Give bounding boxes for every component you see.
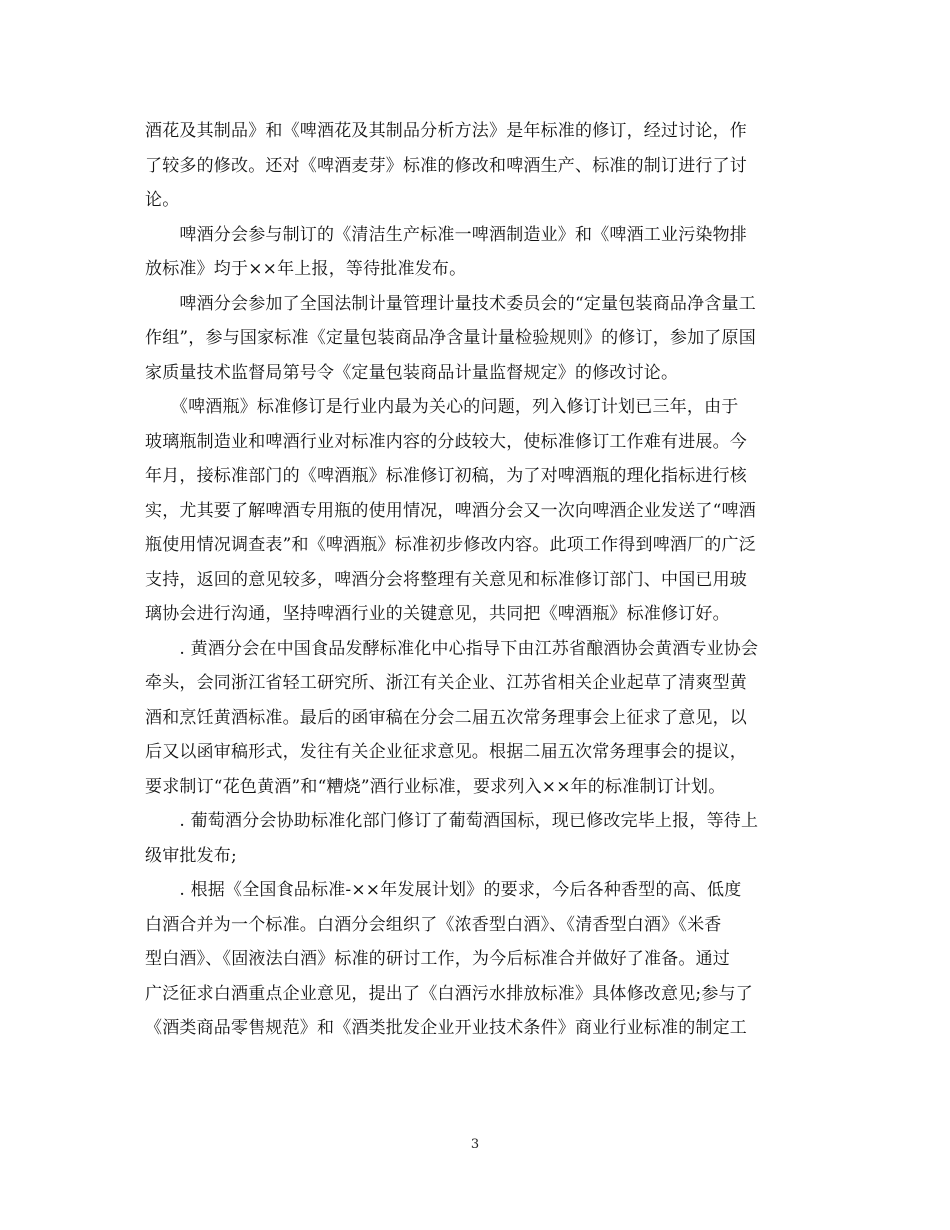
text-line: 玻璃瓶制造业和啤酒行业对标准内容的分歧较大，使标准修订工作难有进展。今 xyxy=(145,431,747,452)
text-line: 牵头，会同浙江省轻工研究所、浙江有关企业、江苏省相关企业起草了清爽型黄 xyxy=(145,673,747,693)
text-line: 酒花及其制品》和《啤酒花及其制品分析方法》是年标准的修订，经过讨论，作 xyxy=(145,121,747,141)
text-line: 了较多的修改。还对《啤酒麦芽》标准的修改和啤酒生产、标准的制订进行了讨 xyxy=(145,155,747,176)
paragraph xyxy=(145,114,805,218)
paragraph xyxy=(145,632,805,805)
text-line: 后又以函审稿形式，发往有关企业征求意见。根据二届五次常务理事会的提议， xyxy=(145,742,747,762)
paragraph xyxy=(145,287,805,391)
paragraph xyxy=(145,218,805,287)
paragraph xyxy=(145,804,805,873)
text-line: 广泛征求白酒重点企业意见，提出了《白酒污水排放标准》具体修改意见;参与了 xyxy=(145,983,753,1004)
text-line: 啤酒分会参加了全国法制计量管理计量技术委员会的“定量包装商品净含量工 xyxy=(145,293,756,314)
page-number: 3 xyxy=(470,1137,480,1152)
text-line: 作组”，参与国家标准《定量包装商品净含量计量检验规则》的修订，参加了原国 xyxy=(145,328,756,348)
paragraph xyxy=(145,873,805,1046)
text-line: 瓶使用情况调查表”和《啤酒瓶》标准初步修改内容。此项工作得到啤酒厂的广泛 xyxy=(145,535,756,555)
text-line: 《酒类商品零售规范》和《酒类批发企业开业技术条件》商业行业标准的制定工 xyxy=(145,1018,747,1038)
text-line: 白酒合并为一个标准。白酒分会组织了《浓香型白酒》、《清香型白酒》《米香 xyxy=(145,914,722,935)
text-line: 璃协会进行沟通，坚持啤酒行业的关键意见，共同把《啤酒瓶》标准修订好。 xyxy=(145,604,730,624)
text-line: 《啤酒瓶》标准修订是行业内最为关心的问题，列入修订计划已三年，由于 xyxy=(145,397,739,417)
text-line: 年月，接标准部门的《啤酒瓶》标准修订初稿，为了对啤酒瓶的理化指标进行核 xyxy=(145,466,747,486)
text-line: 酒和烹饪黄酒标准。最后的函审稿在分会二届五次常务理事会上征求了意见，以 xyxy=(145,707,747,728)
text-line: 家质量技术监督局第号令《定量包装商品计量监督规定》的修改讨论。 xyxy=(145,362,679,383)
text-line: . 根据《全国食品标准-××年发展计划》的要求，今后各种香型的高、低度 xyxy=(145,880,742,900)
text-line: 级审批发布; xyxy=(145,845,237,866)
text-line: 型白酒》、《固液法白酒》标准的研讨工作，为今后标准合并做好了准备。通过 xyxy=(145,949,730,969)
text-line: 啤酒分会参与制订的《清洁生产标准一啤酒制造业》和《啤酒工业污染物排 xyxy=(145,224,747,245)
document-body xyxy=(145,114,805,1046)
text-line: 支持，返回的意见较多，啤酒分会将整理有关意见和标准修订部门、中国已用玻 xyxy=(145,569,747,590)
text-line: 放标准》均于××年上报，等待批准发布。 xyxy=(145,259,467,279)
paragraph xyxy=(145,390,805,632)
text-line: 要求制订“花色黄酒”和“糟烧”酒行业标准，要求列入××年的标准制订计划。 xyxy=(145,776,726,797)
text-line: 实，尤其要了解啤酒专用瓶的使用情况，啤酒分会又一次向啤酒企业发送了“啤酒 xyxy=(145,500,756,521)
text-line: . 黄酒分会在中国食品发酵标准化中心指导下由江苏省酿酒协会黄酒专业协会 xyxy=(145,638,759,659)
text-line: . 葡萄酒分会协助标准化部门修订了葡萄酒国标，现已修改完毕上报，等待上 xyxy=(145,811,759,831)
text-line: 论。 xyxy=(145,190,180,210)
